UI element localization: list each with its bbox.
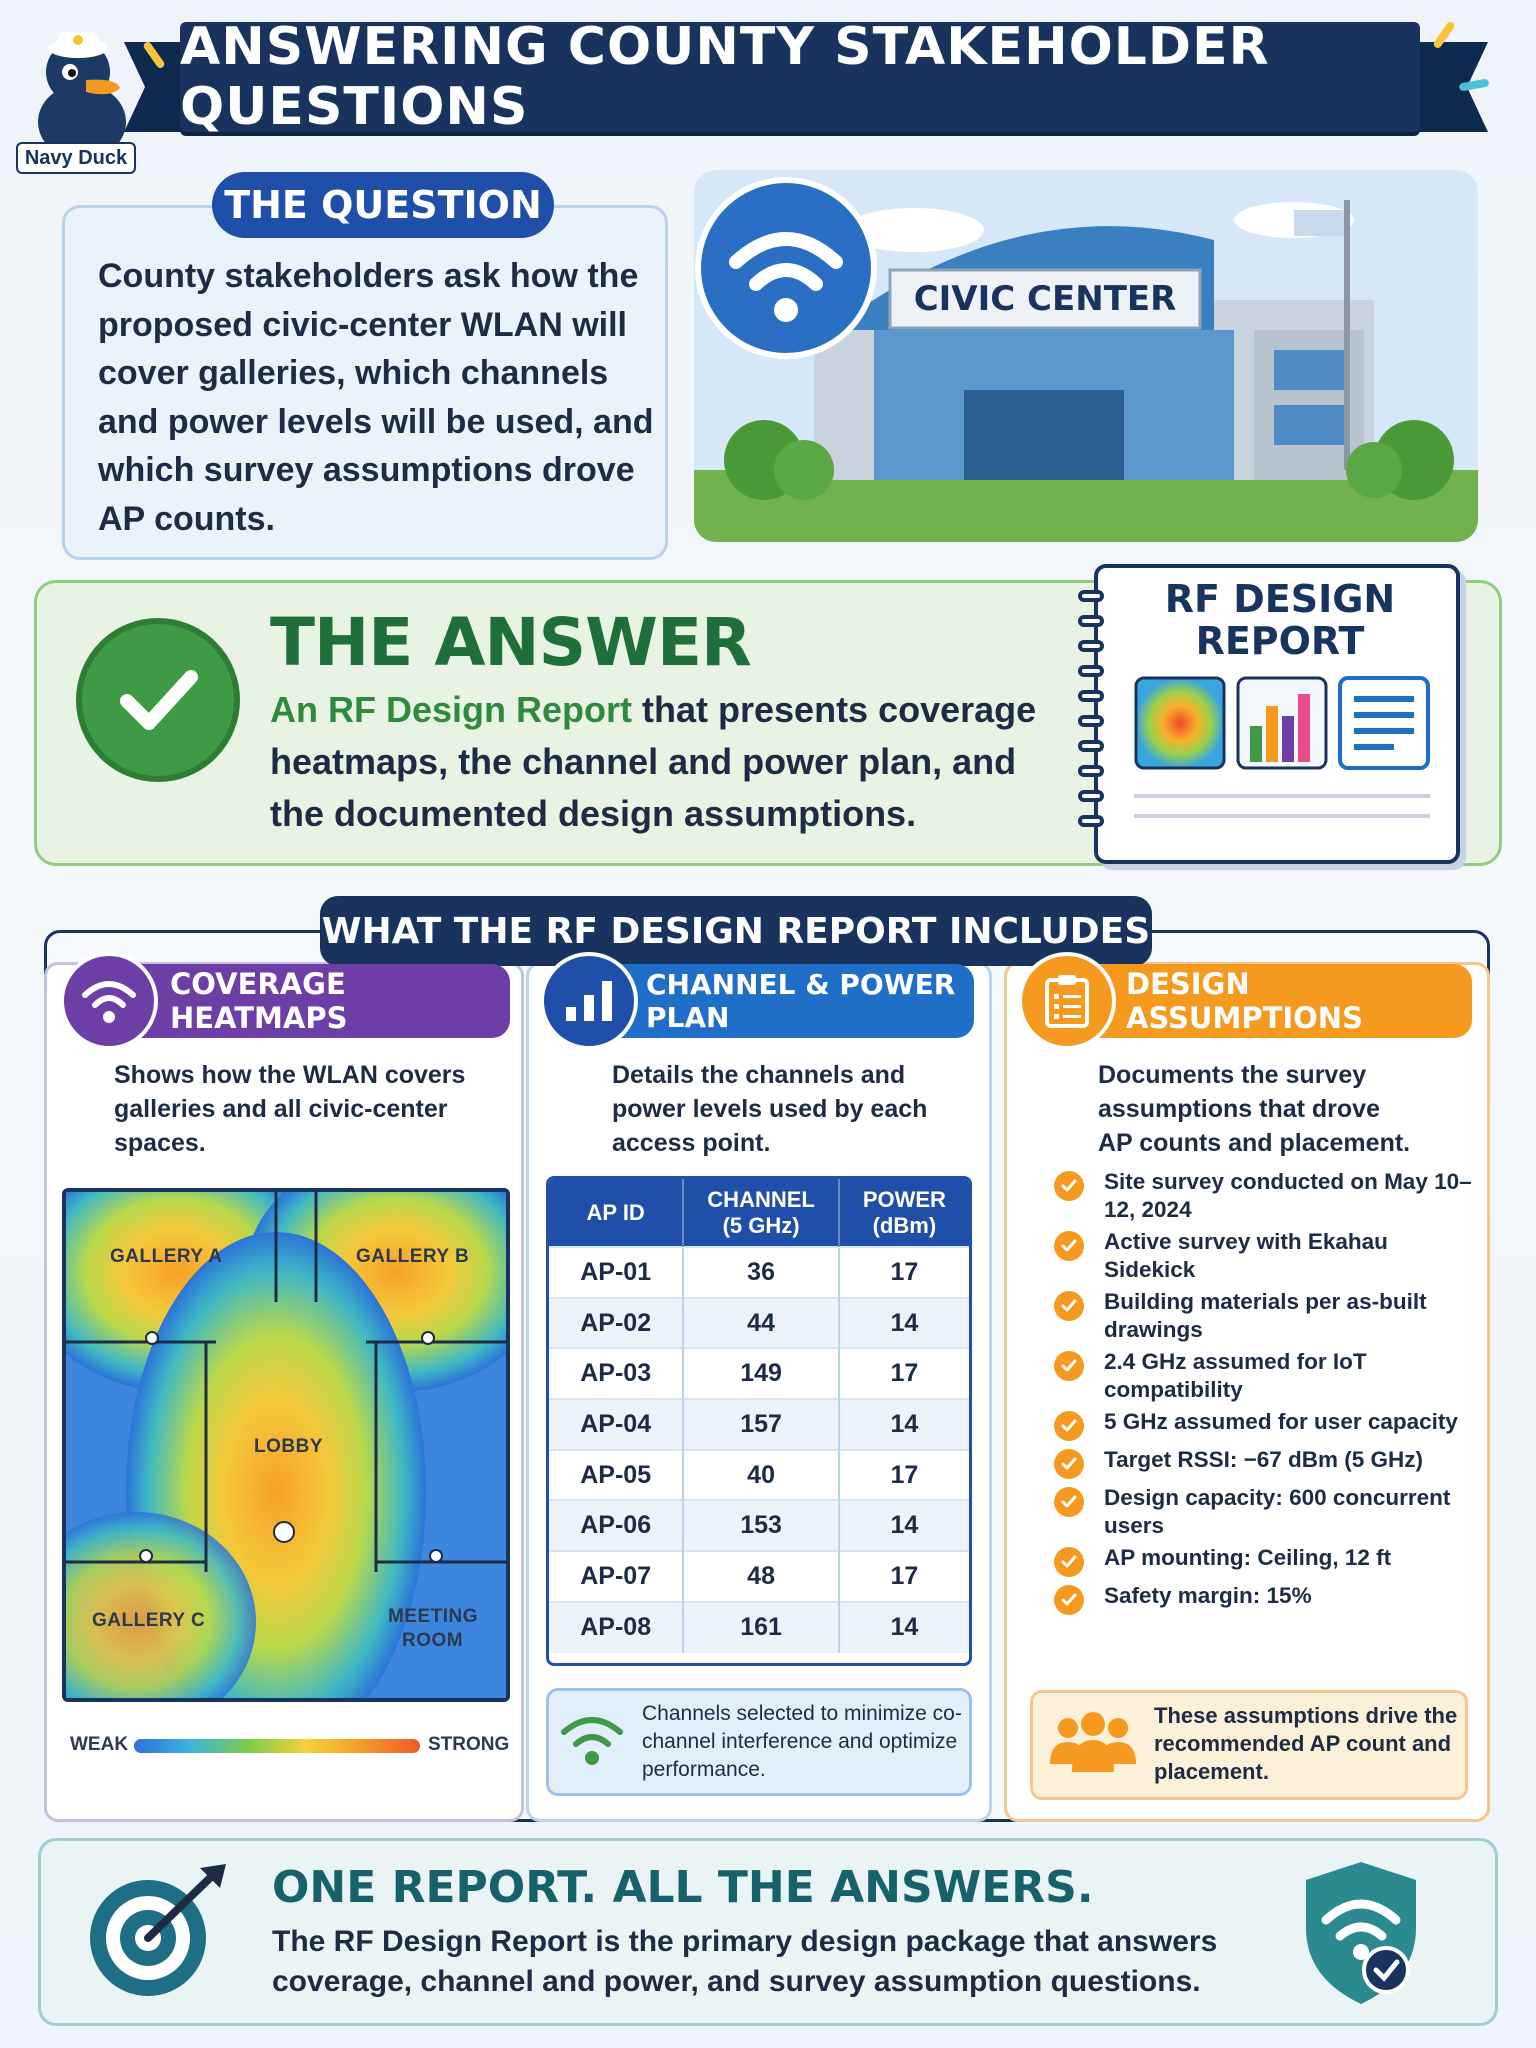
- assumptions-list: [1054, 1168, 1474, 1620]
- list-item: [1054, 1446, 1474, 1479]
- channel-cell: 153: [683, 1500, 838, 1551]
- channel-cell: 149: [683, 1348, 838, 1399]
- channel-title: CHANNEL & POWER PLAN: [646, 968, 956, 1034]
- list-item: [1054, 1288, 1474, 1343]
- report-title-line2: REPORT: [1195, 619, 1365, 663]
- power-cell: 14: [839, 1500, 969, 1551]
- civic-center-illustration: [694, 170, 1478, 542]
- answer-text: [270, 684, 1070, 840]
- table-row: [549, 1551, 969, 1602]
- ap-id-cell: AP-08: [549, 1602, 683, 1653]
- report-thumbnails: [1134, 676, 1434, 772]
- coverage-title: COVERAGE HEATMAPS: [170, 967, 348, 1035]
- room-label-gallery-a: GALLERY A: [110, 1246, 223, 1267]
- ap-id-cell: AP-03: [549, 1348, 683, 1399]
- col-header-channel-line2: (5 GHz): [722, 1212, 800, 1238]
- assumption-text: 2.4 GHz assumed for IoT compatibility: [1104, 1349, 1367, 1402]
- checkmark-icon: [1054, 1449, 1084, 1479]
- channel-desc: Details the channels and power levels used by each access point.: [612, 1061, 928, 1157]
- assumption-text: Target RSSI: −67 dBm (5 GHz): [1104, 1447, 1424, 1472]
- channel-cell: 48: [683, 1551, 838, 1602]
- table-row: [549, 1298, 969, 1349]
- target-icon: [82, 1862, 232, 2002]
- assumption-text: AP mounting: Ceiling, 12 ft: [1104, 1545, 1392, 1570]
- channel-note: Channels selected to minimize co-channel interference and optimize performance.: [642, 1702, 962, 1781]
- footer-text: The RF Design Report is the primary design package that answers coverage, channel and power, and survey assumption questions.: [272, 1925, 1218, 1998]
- drive-note: These assumptions drive the recommended AP count and placement.: [1154, 1703, 1458, 1784]
- channel-cell: 36: [683, 1247, 838, 1298]
- col-header-channel: [683, 1179, 838, 1247]
- checkmark-icon: [1054, 1487, 1084, 1517]
- checkmark-icon: [1054, 1585, 1084, 1615]
- question-text: County stakeholders ask how the proposed civic-center WLAN will cover galleries, which channels and power levels will be used, and which survey assumptions drove AP counts.: [98, 257, 654, 538]
- assumption-text: Safety margin: 15%: [1104, 1583, 1312, 1608]
- check-icon: [76, 618, 240, 782]
- assumptions-title: DESIGN ASSUMPTIONS: [1126, 967, 1363, 1035]
- question-heading: THE QUESTION: [212, 172, 554, 238]
- power-cell: 17: [839, 1247, 969, 1298]
- power-cell: 17: [839, 1450, 969, 1501]
- checkmark-icon: [1054, 1171, 1084, 1201]
- building-sign: CIVIC CENTER: [913, 279, 1177, 319]
- power-cell: 17: [839, 1551, 969, 1602]
- coverage-desc: Shows how the WLAN covers galleries and all civic-center spaces.: [114, 1061, 466, 1157]
- room-label-gallery-b: GALLERY B: [356, 1246, 470, 1267]
- table-row: [549, 1500, 969, 1551]
- power-cell: 14: [839, 1602, 969, 1653]
- mascot-label: Navy Duck: [16, 142, 136, 174]
- report-title: [1110, 578, 1450, 662]
- ap-id-cell: AP-06: [549, 1500, 683, 1551]
- report-line: [1134, 794, 1430, 798]
- page-title: ANSWERING COUNTY STAKEHOLDER QUESTIONS: [180, 17, 1270, 137]
- power-cell: 14: [839, 1399, 969, 1450]
- answer-body: that presents coverage heatmaps, the channel and power plan, and the documented design assumptions.: [270, 689, 1037, 834]
- clipboard-icon: [1018, 952, 1116, 1050]
- room-label-gallery-c: GALLERY C: [92, 1610, 206, 1631]
- legend-weak: WEAK: [70, 1734, 129, 1755]
- list-item: [1054, 1408, 1474, 1441]
- assumption-text: Site survey conducted on May 10–12, 2024: [1104, 1169, 1472, 1222]
- col-header-power: [839, 1179, 969, 1247]
- list-item: [1054, 1228, 1474, 1283]
- room-label-lobby: LOBBY: [254, 1436, 323, 1457]
- users-icon: [1048, 1712, 1138, 1776]
- power-cell: 17: [839, 1348, 969, 1399]
- heatmap-thumb-icon: [1136, 678, 1224, 768]
- list-item: [1054, 1348, 1474, 1403]
- assumptions-desc-line3: AP counts and placement.: [1098, 1129, 1411, 1157]
- table-row: [549, 1348, 969, 1399]
- col-header-power-line1: POWER: [862, 1186, 946, 1212]
- assumptions-desc-line2: assumptions that drove: [1098, 1095, 1380, 1123]
- shield-wifi-icon: [1300, 1858, 1422, 2008]
- assumptions-desc-line1: Documents the survey: [1098, 1061, 1367, 1089]
- channel-header: [580, 964, 974, 1038]
- legend-strong: STRONG: [428, 1734, 510, 1755]
- channel-cell: 44: [683, 1298, 838, 1349]
- list-item: [1054, 1168, 1474, 1223]
- assumption-text: Building materials per as-built drawings: [1104, 1289, 1427, 1342]
- title-banner: [180, 17, 1420, 137]
- checkmark-icon: [1054, 1411, 1084, 1441]
- wifi-icon: [60, 952, 158, 1050]
- channel-cell: 157: [683, 1399, 838, 1450]
- assumptions-desc: [1098, 1058, 1438, 1160]
- assumption-text: Active survey with Ekahau Sidekick: [1104, 1229, 1388, 1282]
- ap-id-cell: AP-02: [549, 1298, 683, 1349]
- ap-id-cell: AP-01: [549, 1247, 683, 1298]
- checkmark-icon: [1054, 1351, 1084, 1381]
- ap-id-cell: AP-05: [549, 1450, 683, 1501]
- table-row: [549, 1450, 969, 1501]
- power-cell: 14: [839, 1298, 969, 1349]
- channel-cell: 40: [683, 1450, 838, 1501]
- room-label-room: ROOM: [402, 1630, 464, 1651]
- report-line: [1134, 814, 1430, 818]
- spiral-binding: [1078, 590, 1104, 827]
- includes-heading: WHAT THE RF DESIGN REPORT INCLUDES: [320, 896, 1152, 966]
- answer-highlight: An RF Design Report: [270, 689, 633, 730]
- col-header-channel-line1: CHANNEL: [707, 1186, 815, 1212]
- channel-power-table: [546, 1176, 972, 1666]
- answer-heading: THE ANSWER: [270, 604, 751, 681]
- room-label-meeting: MEETING: [388, 1606, 479, 1627]
- table-row: [549, 1602, 969, 1653]
- table-row: [549, 1247, 969, 1298]
- ap-id-cell: AP-07: [549, 1551, 683, 1602]
- checkmark-icon: [1054, 1547, 1084, 1577]
- ap-id-cell: AP-04: [549, 1399, 683, 1450]
- channel-cell: 161: [683, 1602, 838, 1653]
- wifi-icon: [560, 1712, 624, 1768]
- col-header-power-line2: (dBm): [872, 1212, 937, 1238]
- document-thumb-icon: [1340, 678, 1428, 768]
- assumption-text: Design capacity: 600 concurrent users: [1104, 1485, 1451, 1538]
- table-row: [549, 1399, 969, 1450]
- assumptions-header: [1060, 964, 1472, 1038]
- assumption-text: 5 GHz assumed for user capacity: [1104, 1409, 1458, 1434]
- list-item: [1054, 1582, 1474, 1615]
- checkmark-icon: [1054, 1291, 1084, 1321]
- coverage-header: [100, 964, 510, 1038]
- list-item: [1054, 1544, 1474, 1577]
- col-header-apid: AP ID: [549, 1179, 683, 1247]
- bar-chart-icon: [540, 952, 638, 1050]
- report-title-line1: RF DESIGN: [1164, 577, 1396, 621]
- footer-title: ONE REPORT. ALL THE ANSWERS.: [272, 1862, 1094, 1913]
- signal-legend-bar: [134, 1739, 420, 1753]
- checkmark-icon: [1054, 1231, 1084, 1261]
- list-item: [1054, 1484, 1474, 1539]
